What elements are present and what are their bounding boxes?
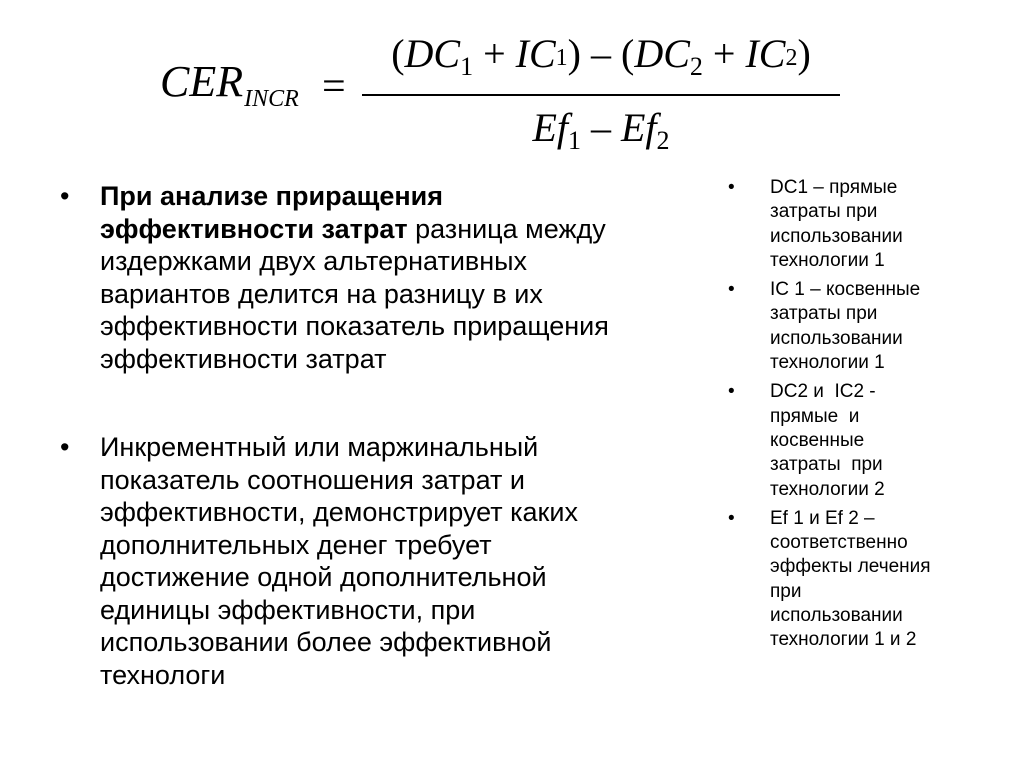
bullet-text-line: достижение одной дополнительной bbox=[100, 562, 547, 592]
right-bullet-item bbox=[728, 380, 1008, 501]
bullet-text: разница между bbox=[407, 213, 606, 244]
bullet-icon: • bbox=[728, 381, 735, 403]
bullet-text-line: использовании bbox=[770, 605, 903, 627]
bullet-icon: • bbox=[728, 177, 735, 198]
formula-minus: – bbox=[581, 105, 621, 150]
formula-plus: + bbox=[473, 31, 516, 76]
bullet-text-line: DC1 – прямые bbox=[770, 177, 898, 198]
bullet-icon: • bbox=[728, 507, 735, 529]
bullet-icon: • bbox=[60, 181, 70, 211]
bullet-text-line: Ef 1 и Ef 2 – bbox=[770, 507, 875, 529]
bullet-text-line: DC2 и IC2 - bbox=[770, 381, 876, 403]
bullet-text-line: затраты при bbox=[770, 454, 883, 476]
bullet-text-line bbox=[100, 213, 700, 246]
formula-lhs-main: CER bbox=[160, 57, 244, 106]
bullet-text-line: затраты при bbox=[770, 201, 878, 223]
bullet-text-line: эффективности показатель приращения bbox=[100, 311, 609, 341]
bullet-text-line: технологи bbox=[100, 659, 226, 690]
bullet-text-line: Инкрементный или маржинальный bbox=[100, 432, 539, 462]
bullet-text-line: издержками двух альтернативных bbox=[100, 246, 528, 276]
bullet-icon: • bbox=[728, 279, 735, 301]
bullet-text-line: соответственно bbox=[770, 532, 908, 554]
right-bullet-list bbox=[728, 176, 1008, 653]
formula-fraction-bar bbox=[362, 94, 840, 96]
formula-paren: ( bbox=[391, 31, 405, 76]
formula-subscript: 1 bbox=[568, 126, 581, 155]
formula-paren: ) bbox=[567, 31, 581, 76]
formula-numerator bbox=[362, 31, 840, 81]
bullet-text-line: затраты при bbox=[770, 303, 878, 325]
bullet-text-line: технологии 2 bbox=[770, 478, 885, 500]
bullet-text-line: косвенные bbox=[770, 429, 865, 451]
formula-lhs-subscript: INCR bbox=[244, 86, 299, 112]
formula-paren: ( bbox=[621, 31, 635, 76]
formula-ic: IC bbox=[515, 31, 556, 76]
bullet-text-line: прямые и bbox=[770, 405, 860, 427]
bullet-text-line: при bbox=[770, 580, 802, 602]
bullet-text-line: технологии 1 bbox=[770, 249, 885, 271]
bullet-text-line: IC 1 – косвенные bbox=[770, 279, 921, 301]
bullet-text-line: технологии 1 bbox=[770, 352, 885, 374]
bullet-text-line: использовании bbox=[770, 225, 903, 247]
bullet-text-line: использовании bbox=[770, 327, 903, 349]
bullet-text-bold: При анализе приращения bbox=[100, 181, 444, 211]
formula-subscript: 2 bbox=[656, 126, 670, 155]
bullet-text-line: эффекты лечения bbox=[770, 556, 931, 578]
formula-equals-sign: = bbox=[322, 64, 346, 110]
left-bullet-item bbox=[60, 431, 700, 691]
formula-ef: Ef bbox=[621, 105, 657, 150]
bullet-text-line: эффективности, демонстрирует каких bbox=[100, 497, 578, 527]
right-bullet-item bbox=[728, 176, 1008, 273]
bullet-text-bold: эффективности затрат bbox=[100, 213, 408, 244]
formula-subscript: 1 bbox=[460, 52, 474, 81]
bullet-text-line: эффективности затрат bbox=[100, 343, 387, 374]
left-bullet-list bbox=[60, 180, 700, 691]
formula-subscript: 1 bbox=[555, 45, 568, 71]
bullet-text-line: единицы эффективности, при bbox=[100, 594, 476, 625]
bullet-text-line: показатель соотношения затрат и bbox=[100, 464, 525, 495]
cer-incr-formula bbox=[0, 0, 1024, 170]
bullet-text-line: дополнительных денег требует bbox=[100, 529, 492, 560]
bullet-text-line: использовании более эффективной bbox=[100, 627, 552, 657]
bullet-text-line: технологии 1 и 2 bbox=[770, 629, 917, 651]
formula-denominator bbox=[362, 105, 840, 155]
bullet-icon: • bbox=[60, 432, 70, 462]
formula-subscript: 2 bbox=[689, 52, 703, 81]
formula-paren: ) bbox=[797, 31, 811, 76]
right-bullet-item bbox=[728, 278, 1008, 375]
formula-lhs bbox=[160, 57, 299, 112]
right-bullet-item bbox=[728, 507, 1008, 653]
formula-dc: DC bbox=[404, 31, 461, 76]
formula-dc: DC bbox=[634, 31, 690, 76]
formula-plus: + bbox=[702, 31, 746, 76]
formula-ic: IC bbox=[745, 31, 786, 76]
left-bullet-item bbox=[60, 180, 700, 375]
bullet-text-line: вариантов делится на разницу в их bbox=[100, 278, 543, 309]
formula-subscript: 2 bbox=[785, 45, 798, 71]
formula-minus: – bbox=[581, 31, 621, 76]
formula-ef: Ef bbox=[532, 105, 568, 150]
